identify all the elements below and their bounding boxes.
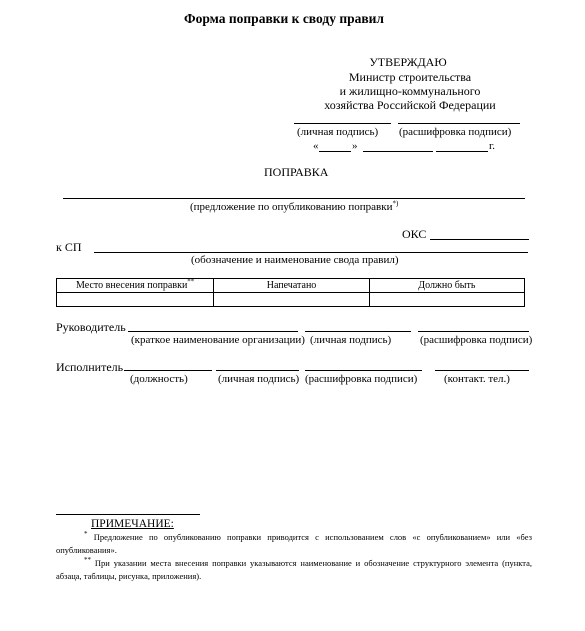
executor-decoding-line[interactable] <box>305 370 422 371</box>
note-1: * Предложение по опубликованию поправки приводится с использованием слов «с опубликованием» или «без опубликования». <box>56 530 532 555</box>
head-decoding-caption: (расшифровка подписи) <box>420 334 533 346</box>
date-open-quote: « <box>313 140 319 152</box>
executor-decoding-caption: (расшифровка подписи) <box>305 373 418 385</box>
table-header-printed: Напечатано <box>214 279 369 293</box>
executor-label: Исполнитель <box>56 360 124 374</box>
note-2: ** При указании места внесения поправки указываются наименование и обозначение структурного элемента (пункта, абзаца, таблицы, рисунка, приложения). <box>56 556 532 581</box>
executor-signature-caption: (личная подпись) <box>218 373 300 385</box>
proposal-caption: (предложение по опубликованию поправки*) <box>190 199 399 213</box>
date-month-line[interactable] <box>363 151 433 152</box>
head-signature-line[interactable] <box>305 331 411 332</box>
head-org-caption: (краткое наименование организации) <box>131 334 305 346</box>
approval-signature-line[interactable] <box>294 123 391 124</box>
notes-heading: ПРИМЕЧАНИЕ: <box>91 518 174 530</box>
page-title: Форма поправки к своду правил <box>184 11 385 26</box>
executor-signature-line[interactable] <box>216 370 299 371</box>
oks-line[interactable] <box>430 239 529 240</box>
date-close-quote: » <box>352 140 358 152</box>
amendment-heading: ПОПРАВКА <box>264 165 329 179</box>
head-org-line[interactable] <box>128 331 298 332</box>
date-year-suffix: г. <box>489 140 496 152</box>
approval-heading: УТВЕРЖДАЮ <box>369 55 447 69</box>
table-header-place: Место внесения поправки** <box>57 279 214 293</box>
table-cell-place[interactable] <box>57 293 214 307</box>
table-row <box>57 293 525 307</box>
sp-line[interactable] <box>94 252 528 253</box>
head-signature-caption: (личная подпись) <box>310 334 392 346</box>
table-header-should-be: Должно быть <box>369 279 524 293</box>
sp-label: к СП <box>56 240 82 254</box>
sp-caption: (обозначение и наименование свода правил) <box>191 254 399 266</box>
executor-position-caption: (должность) <box>130 373 188 385</box>
footnote-separator <box>56 514 200 515</box>
approval-decoding-line[interactable] <box>398 123 520 124</box>
executor-phone-caption: (контакт. тел.) <box>444 373 510 385</box>
notes-block <box>56 531 532 583</box>
proposal-line[interactable] <box>63 198 525 199</box>
date-year-line[interactable] <box>436 151 488 152</box>
table-cell-printed[interactable] <box>214 293 369 307</box>
head-label: Руководитель <box>56 320 126 334</box>
table-cell-should-be[interactable] <box>369 293 524 307</box>
approval-line-3: хозяйства Российской Федерации <box>324 98 496 112</box>
head-decoding-line[interactable] <box>418 331 529 332</box>
executor-phone-line[interactable] <box>435 370 529 371</box>
approval-line-2: и жилищно-коммунального <box>339 84 481 98</box>
date-day-line[interactable] <box>319 151 351 152</box>
approval-signature-caption: (личная подпись) <box>297 126 379 138</box>
approval-decoding-caption: (расшифровка подписи) <box>399 126 512 138</box>
oks-label: ОКС <box>402 227 427 241</box>
table-header-row <box>57 279 525 293</box>
amendment-table <box>56 278 525 307</box>
executor-position-line[interactable] <box>124 370 212 371</box>
approval-line-1: Министр строительства <box>348 70 472 84</box>
